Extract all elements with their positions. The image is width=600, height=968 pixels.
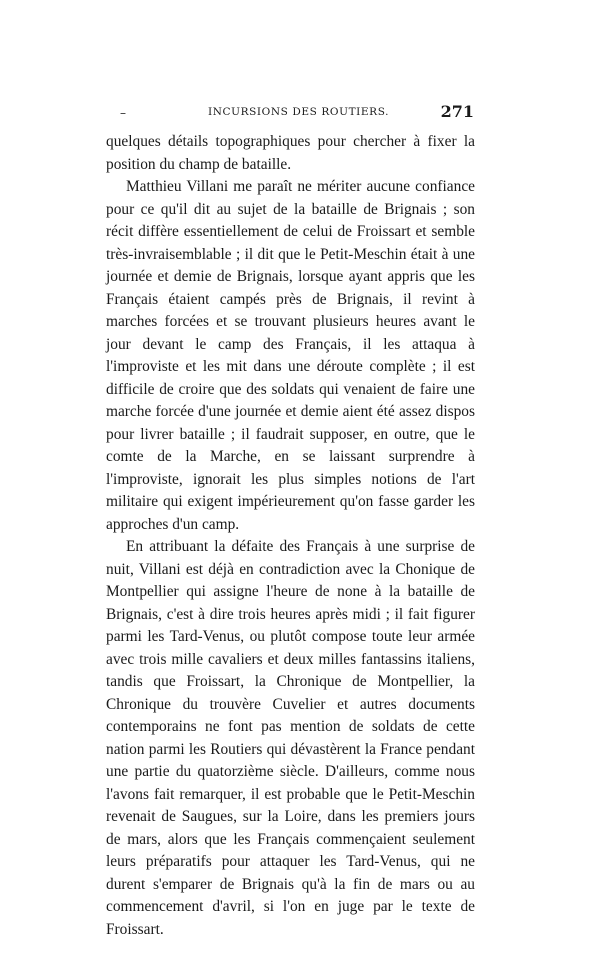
running-title: INCURSIONS DES ROUTIERS. <box>208 106 390 118</box>
running-head <box>108 104 474 122</box>
body-text <box>106 131 475 941</box>
paragraph-3: En attribuant la défaite des Français à une surprise de nuit, Villani est déjà en contradiction avec la Chonique de Montpellier qui assigne l'heure de none à la bataille de Brignais, c'est à dire trois heures après midi ; il fait figurer parmi les Tard-Venus, ou plutôt compose toute leur armée avec trois mille cavaliers et deux milles fantassins italiens, tandis que Froissart, la Chronique de Montpellier, la Chronique du trouvère Cuvelier et autres documents contemporains ne font pas mention de soldats de cette nation parmi les Routiers qui dévastèrent la France pendant une partie du quatorzième siècle. D'ailleurs, comme nous l'avons fait remarquer, il est probable que le Petit-Meschin revenait de Saugues, sur la Loire, dans les premiers jours de mars, alors que les Français commençaient seulement leurs préparatifs pour attaquer les Tard-Venus, qui ne durent s'emparer de Brignais qu'à la fin de mars ou au commencement d'avril, si l'on en juge par le texte de Froissart. <box>106 538 475 938</box>
header-dash: – <box>120 106 126 120</box>
paragraph-1: quelques détails topographiques pour chercher à fixer la position du champ de bataille. <box>106 133 475 173</box>
paragraph-2: Matthieu Villani me paraît ne mériter aucune confiance pour ce qu'il dit au sujet de la bataille de Brignais ; son récit diffère essentiellement de celui de Froissart et semble très-invraisemblable ; il dit que le Petit-Meschin était à une journée et demie de Brignais, lorsque ayant appris que les Français étaient campés près de Brignais, il revint à marches forcées et se trouvant plusieurs heures avant le jour devant le camp des Français, il les attaqua à l'improviste et les mit dans une déroute complète ; il est difficile de croire que des soldats qui venaient de faire une marche forcée d'une journée et demie aient été assez dispos pour livrer bataille ; il faudrait supposer, en outre, que le comte de la Marche, en se laissant surprendre à l'improviste, ignorait les plus simples notions de l'art militaire qui exigent impérieurement qu'on fasse garder les approches d'un camp. <box>106 178 475 533</box>
page-number: 271 <box>440 102 474 121</box>
